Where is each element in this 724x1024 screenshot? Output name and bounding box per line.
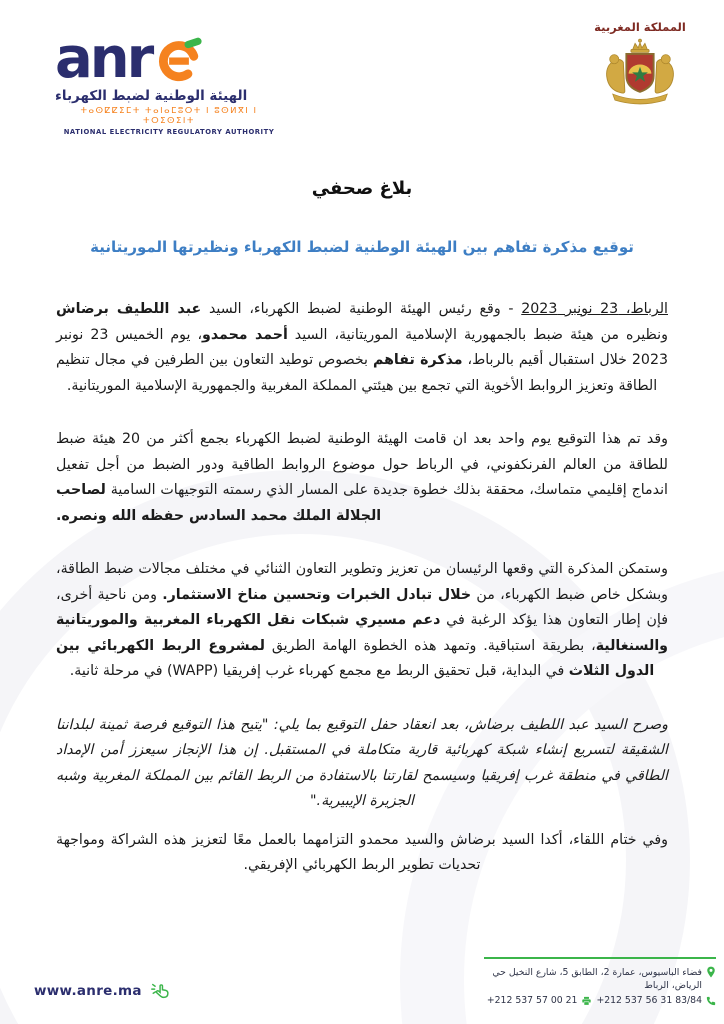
phone-icon	[706, 996, 716, 1006]
page-title: بلاغ صحفي	[311, 178, 413, 199]
paragraph: وقد تم هذا التوقيع يوم واحد بعد ان قامت الهيئة الوطنية لضبط الكهرباء بجمع أكثر من 20 هيئة ضبط للطاقة من العالم الفرنكفوني، في الرباط حول موضوع الروابط الطاقية ودور الضبط من أجل تفعيل اندماج إقليمي متماسك، محققة بذلك خطوة جديدة على المسار الذي رسمته التوجيهات السامية لصاحب الجلالة الملك محمد السادس حفظه الله ونصره.	[56, 431, 669, 524]
anre-wordmark: anr	[55, 26, 152, 91]
footer-phone: +212 537 56 31 83/84	[596, 995, 702, 1006]
coat-of-arms-icon	[594, 38, 686, 110]
paragraph: وفي ختام اللقاء، أكدا السيد برضاش والسيد محمدو التزامهما بالعمل معًا لتعزيز هذه الشراكة ومواجهة تحديات تطوير الربط الكهربائي الإفريقي.	[56, 831, 668, 873]
paragraph: الرباط، 23 نونبر 2023 - وقع رئيس الهيئة الوطنية لضبط الكهرباء، السيد عبد اللطيف برضاش ونظيره من هيئة ضبط بالجمهورية الإسلامية الموريتانية، السيد أحمد محمدو، يوم الخميس 23 نونبر 2023 خلال استقبال أقيم بالرباط، مذكرة تفاهم بخصوص توطيد التعاون بين الطرفين في مجال تنظيم الطاقة وتعزيز الروابط الأخوية التي تجمع بين هيئتي المملكة المغربية والجمهورية الإسلامية الموريتانية.	[56, 301, 668, 394]
document-body	[56, 297, 668, 879]
footer-website-block	[34, 980, 172, 1002]
footer-divider	[484, 957, 716, 959]
page-subtitle: توقيع مذكرة تفاهم بين الهيئة الوطنية لضبط الكهرباء ونظيرتها الموريتانية	[90, 238, 634, 256]
footer-address: فضاء الباسيوس، عمارة 2، الطابق 5، شارع النخيل حي الرياض، الرباط	[492, 967, 702, 991]
click-hand-icon	[150, 980, 172, 1002]
location-pin-icon	[706, 966, 716, 978]
morocco-coat-of-arms	[580, 20, 700, 114]
footer-contact-block	[484, 957, 716, 1006]
paragraph: وصرح السيد عبد اللطيف برضاش، بعد انعقاد حفل التوقيع بما يلي: "يتيح هذا التوقيع فرصة ثمينة لبلداننا الشقيقة لتسريع إنشاء شبكة كهربائية قارية متكاملة في المستقبل. إن هذا الإنجاز سيعزز أمن الإمداد الطاقي في منطقة غرب إفريقيا وسيسمح لقارتنا بالاستفادة من الربط القائم بين المملكة المغربية وشبه الجزيرة الإيبيرية."	[56, 716, 668, 809]
anre-arabic-name: الهيئة الوطنية لضبط الكهرباء	[55, 88, 248, 104]
footer-fax: +212 537 57 00 21	[486, 995, 578, 1006]
anre-e-icon	[153, 32, 205, 84]
paragraph: وستمكن المذكرة التي وقعها الرئيسان من تعزيز وتطوير التعاون الثنائي في مختلف مجالات ضبط الطاقة، وبشكل خاص ضبط الكهرباء، من خلال تبادل الخبرات وتحسين مناخ الاستثمار. ومن ناحية أخرى، فإن إطار التعاون هذا يؤكد الرغبة في دعم مسيري شبكات نقل الكهرباء المغربية والموريتانية والسنغالية، بطريقة استباقية. وتمهد هذه الخطوة الهامة الطريق لمشروع الربط الكهربائي بين الدول الثلاث في البداية، قبل تحقيق الربط مع مجمع كهرباء غرب إفريقيا (WAPP) في مرحلة ثانية.	[56, 561, 669, 679]
anre-logo	[55, 28, 355, 136]
anre-english-name: NATIONAL ELECTRICITY REGULATORY AUTHORITY	[63, 128, 275, 136]
anre-tifinagh-name: ⵜⴰⵙⵇⵇⵉⵎⵜ ⵜⴰⵏⴰⵎⵓⵔⵜ ⵏ ⵓⵙⵍⴳⵏ ⵏ ⵜⵔⵉⵙⵉⵏⵜ	[80, 106, 258, 126]
kingdom-label: المملكة المغربية	[594, 20, 686, 34]
website-link[interactable]: www.anre.ma	[34, 983, 142, 999]
fax-icon	[581, 996, 592, 1006]
